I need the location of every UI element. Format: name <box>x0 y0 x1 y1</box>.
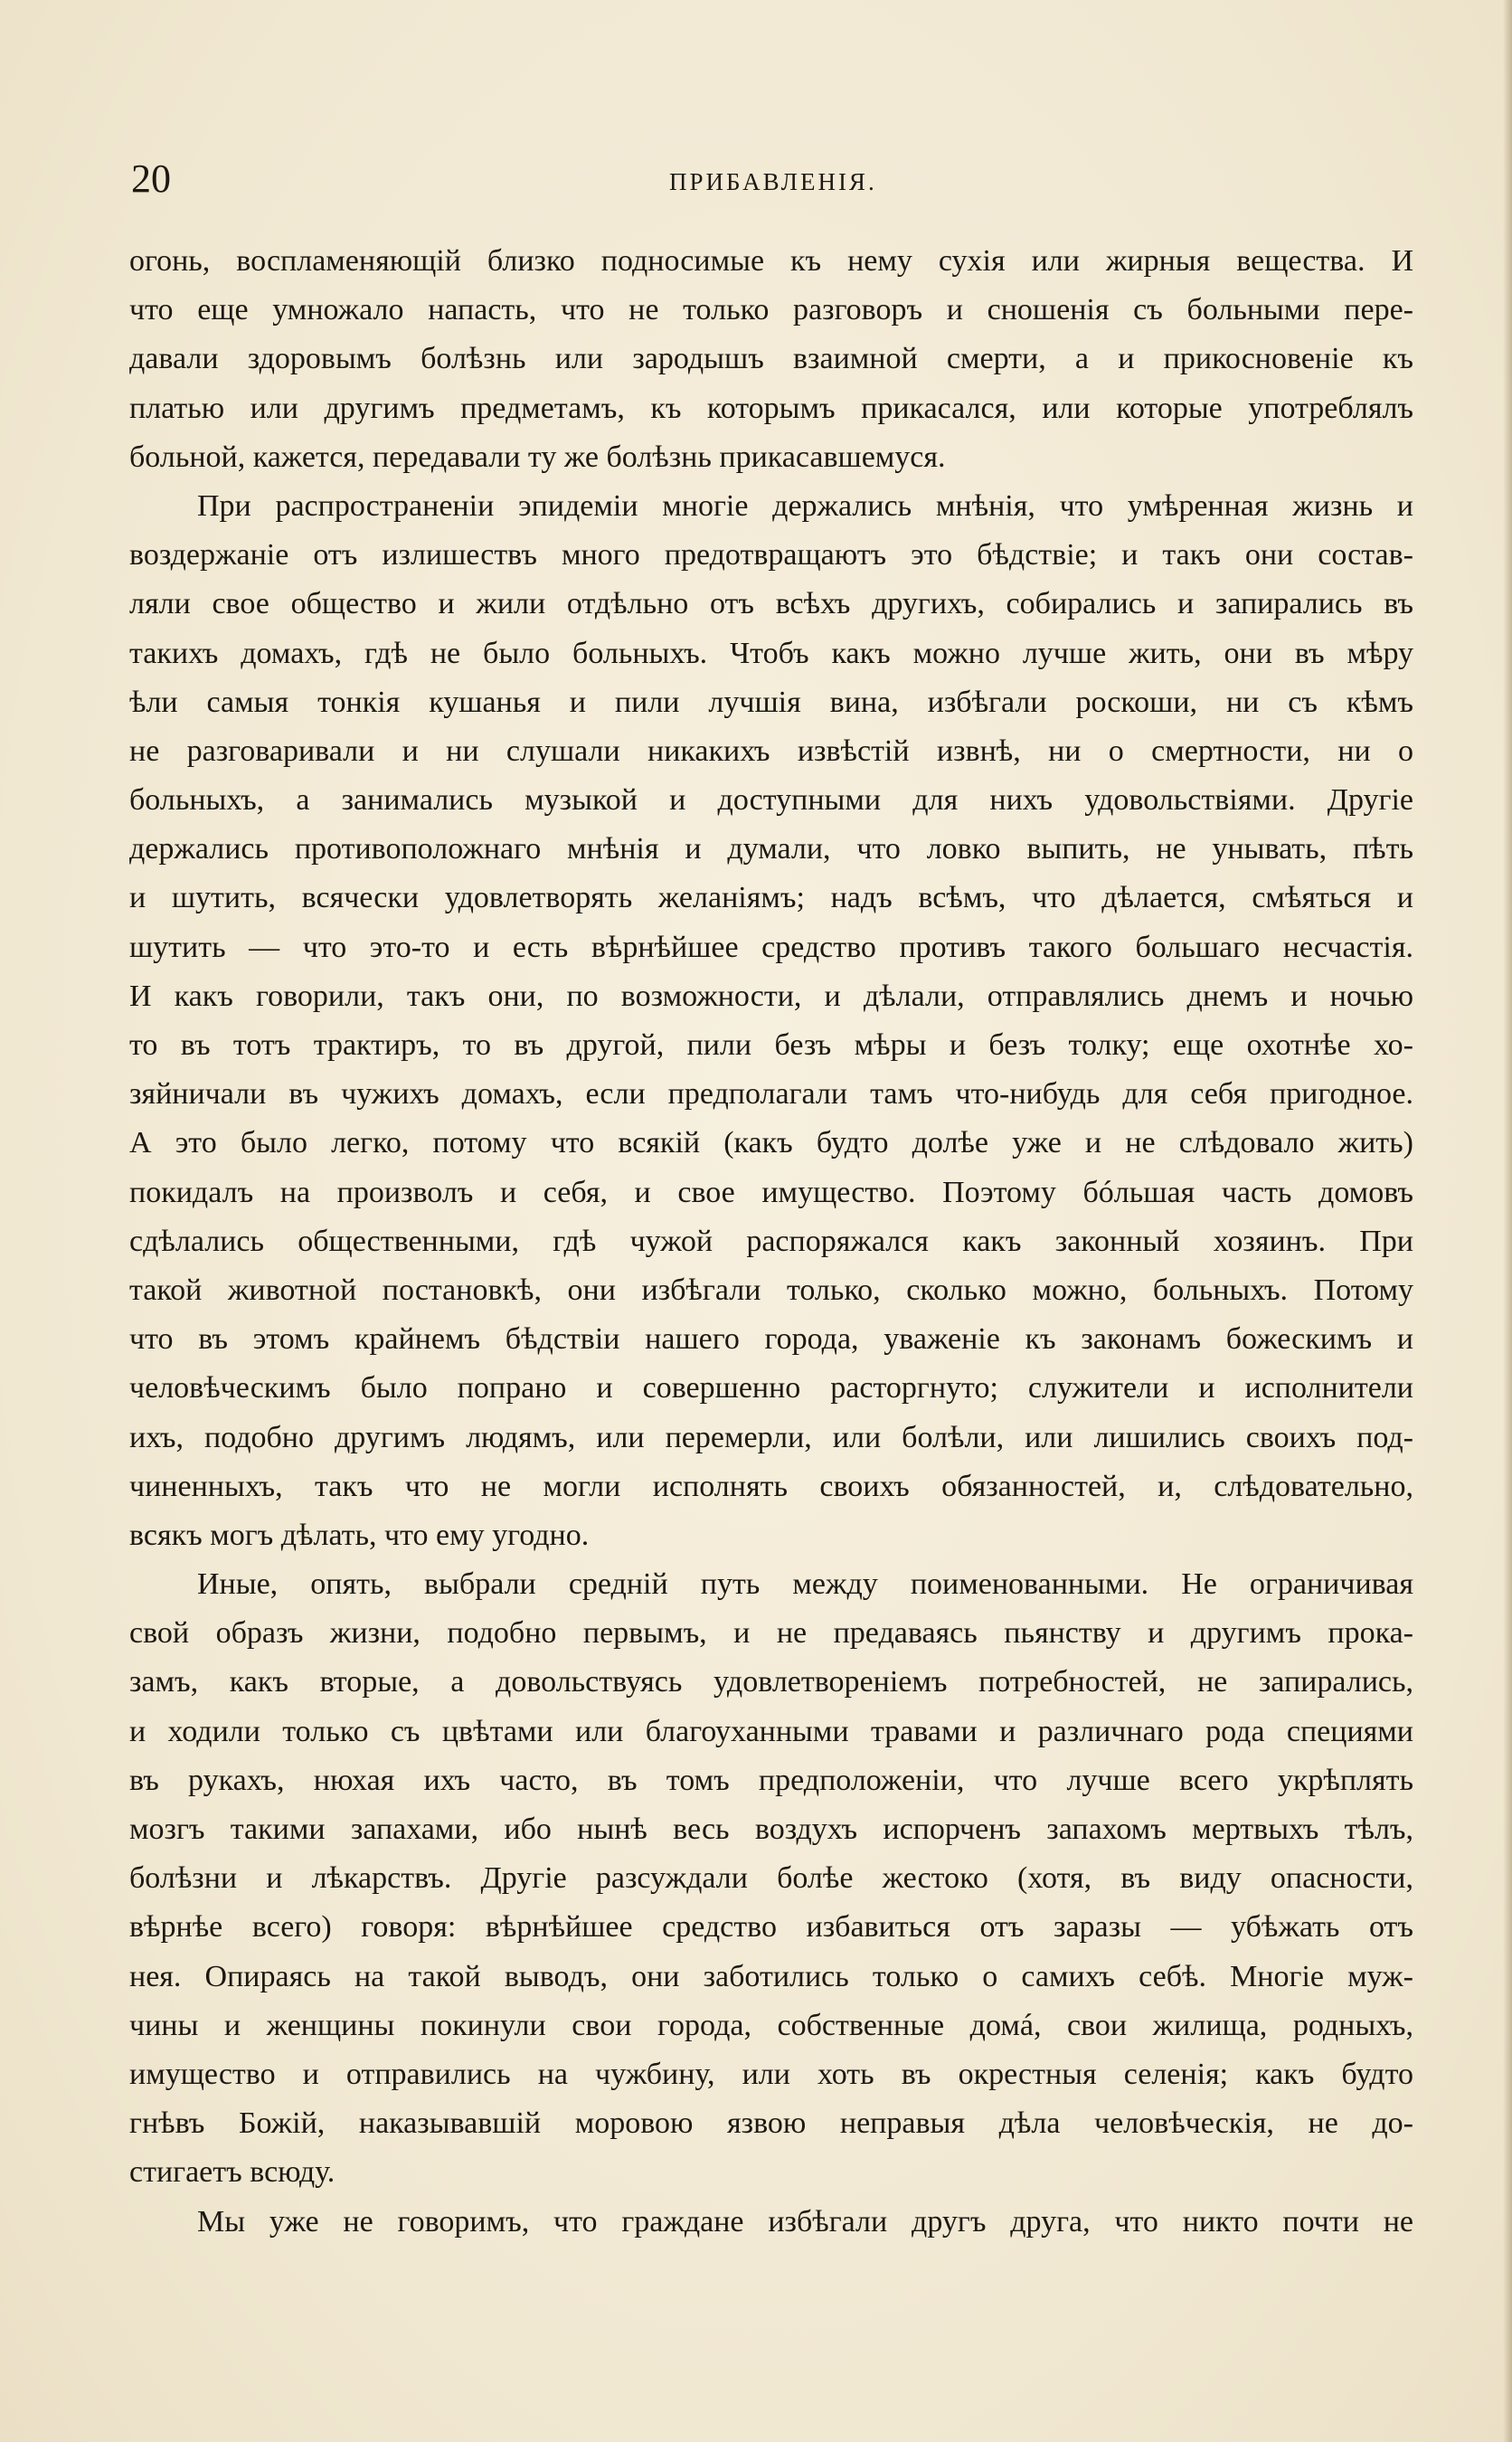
text-line: замъ, какъ вторые, а довольствуясь удовлетвореніемъ потребностей, не запирались, <box>129 1665 1413 1699</box>
text-line: ляли свое общество и жили отдѣльно отъ всѣхъ другихъ, собирались и запирались въ <box>129 587 1413 621</box>
paragraph-first-line: При распространеніи эпидеміи многіе держались мнѣнія, что умѣренная жизнь и <box>197 488 1413 523</box>
text-line: больныхъ, а занимались музыкой и доступными для нихъ удовольствіями. Другіе <box>129 783 1413 818</box>
text-line: такой животной постановкѣ, они избѣгали только, сколько можно, больныхъ. Потому <box>129 1273 1413 1307</box>
text-line: такихъ домахъ, гдѣ не было больныхъ. Чтобъ какъ можно лучше жить, они въ мѣру <box>129 636 1413 670</box>
text-line: покидалъ на произволъ и себя, и свое имущество. Поэтому бóльшая часть домовъ <box>129 1175 1413 1209</box>
text-line: то въ тотъ трактиръ, то въ другой, пили безъ мѣры и безъ толку; еще охотнѣе хо- <box>129 1028 1413 1062</box>
text-line: ихъ, подобно другимъ людямъ, или перемерли, или болѣли, или лишились своихъ под- <box>129 1420 1413 1454</box>
text-line: гнѣвъ Божій, наказывавшій моровою язвою неправыя дѣла человѣческія, не до- <box>129 2106 1413 2141</box>
text-line: что въ этомъ крайнемъ бѣдствіи нашего города, уваженіе къ законамъ божескимъ и <box>129 1322 1413 1357</box>
text-line: давали здоровымъ болѣзнь или зародышъ взаимной смерти, а и прикосновеніе къ <box>129 342 1413 376</box>
text-line: сдѣлались общественными, гдѣ чужой распоряжался какъ законный хозяинъ. При <box>129 1224 1413 1258</box>
text-line: стигаетъ всюду. <box>129 2155 335 2190</box>
text-line: чиненныхъ, такъ что не могли исполнять своихъ обязанностей, и, слѣдовательно, <box>129 1469 1413 1503</box>
paragraph-first-line: Мы уже не говоримъ, что граждане избѣгали другъ друга, что никто почти не <box>197 2204 1413 2238</box>
text-line: имущество и отправились на чужбину, или хоть въ окрестныя селенія; какъ будто <box>129 2057 1413 2091</box>
text-line: въ рукахъ, нюхая ихъ часто, въ томъ предположеніи, что лучше всего укрѣплять <box>129 1763 1413 1797</box>
text-line: воздержаніе отъ излишествъ много предотвращаютъ это бѣдствіе; и такъ они состав- <box>129 538 1413 573</box>
text-line: и шутить, всячески удовлетворять желаніямъ; надъ всѣмъ, что дѣлается, смѣяться и <box>129 881 1413 915</box>
text-line: шутить — что это-то и есть вѣрнѣйшее средство противъ такого большаго несчастія. <box>129 930 1413 964</box>
page-number: 20 <box>131 156 171 201</box>
text-line: всякъ могъ дѣлать, что ему угодно. <box>129 1518 590 1552</box>
text-line: вѣрнѣе всего) говоря: вѣрнѣйшее средство избавиться отъ заразы — убѣжать отъ <box>129 1910 1413 1945</box>
text-line: А это было легко, потому что всякій (какъ будто долѣе уже и не слѣдовало жить) <box>129 1126 1413 1160</box>
text-line: свой образъ жизни, подобно первымъ, и не предаваясь пьянству и другимъ прока- <box>129 1616 1413 1651</box>
text-line: человѣческимъ было попрано и совершенно расторгнуто; служители и исполнители <box>129 1371 1413 1406</box>
text-line: держались противоположнаго мнѣнія и думали, что ловко выпить, не унывать, пѣть <box>129 832 1413 866</box>
text-line: И какъ говорили, такъ они, по возможности, и дѣлали, отправлялись днемъ и ночью <box>129 979 1413 1013</box>
page-header <box>127 152 1420 206</box>
text-line: не разговаривали и ни слушали никакихъ извѣстій извнѣ, ни о смертности, ни о <box>129 734 1413 768</box>
text-line: нея. Опираясь на такой выводъ, они заботились только о самихъ себѣ. Многіе муж- <box>129 1959 1413 1993</box>
running-head: ПРИБАВЛЕНІЯ. <box>669 168 877 195</box>
text-line: и ходили только съ цвѣтами или благоуханными травами и различнаго рода специями <box>129 1714 1413 1748</box>
text-line: зяйничали въ чужихъ домахъ, если предполагали тамъ что-нибудь для себя пригодное. <box>129 1077 1413 1112</box>
text-line: платью или другимъ предметамъ, къ которымъ прикасался, или которые употреблялъ <box>129 391 1413 425</box>
text-line: чины и женщины покинули свои города, собственные домá, свои жилища, родныхъ, <box>129 2008 1413 2042</box>
text-line: больной, кажется, передавали ту же болѣзнь прикасавшемуся. <box>129 440 946 474</box>
text-line: мозгъ такими запахами, ибо нынѣ весь воздухъ испорченъ запахомъ мертвыхъ тѣлъ, <box>129 1813 1413 1846</box>
paragraph-first-line: Иные, опять, выбрали средній путь между поименованными. Не ограничивая <box>197 1567 1413 1602</box>
text-line: болѣзни и лѣкарствъ. Другіе разсуждали болѣе жестоко (хотя, въ виду опасности, <box>129 1861 1413 1896</box>
page-edge-shadow <box>1503 0 1512 2442</box>
text-line: что еще умножало напасть, что не только разговоръ и сношенія съ больными пере- <box>129 293 1413 327</box>
text-line: ѣли самыя тонкія кушанья и пили лучшія вина, избѣгали роскоши, ни съ кѣмъ <box>129 685 1413 719</box>
text-line: огонь, воспламеняющій близко подносимые къ нему сухія или жирныя вещества. И <box>129 244 1413 278</box>
body-text <box>129 237 1413 2247</box>
